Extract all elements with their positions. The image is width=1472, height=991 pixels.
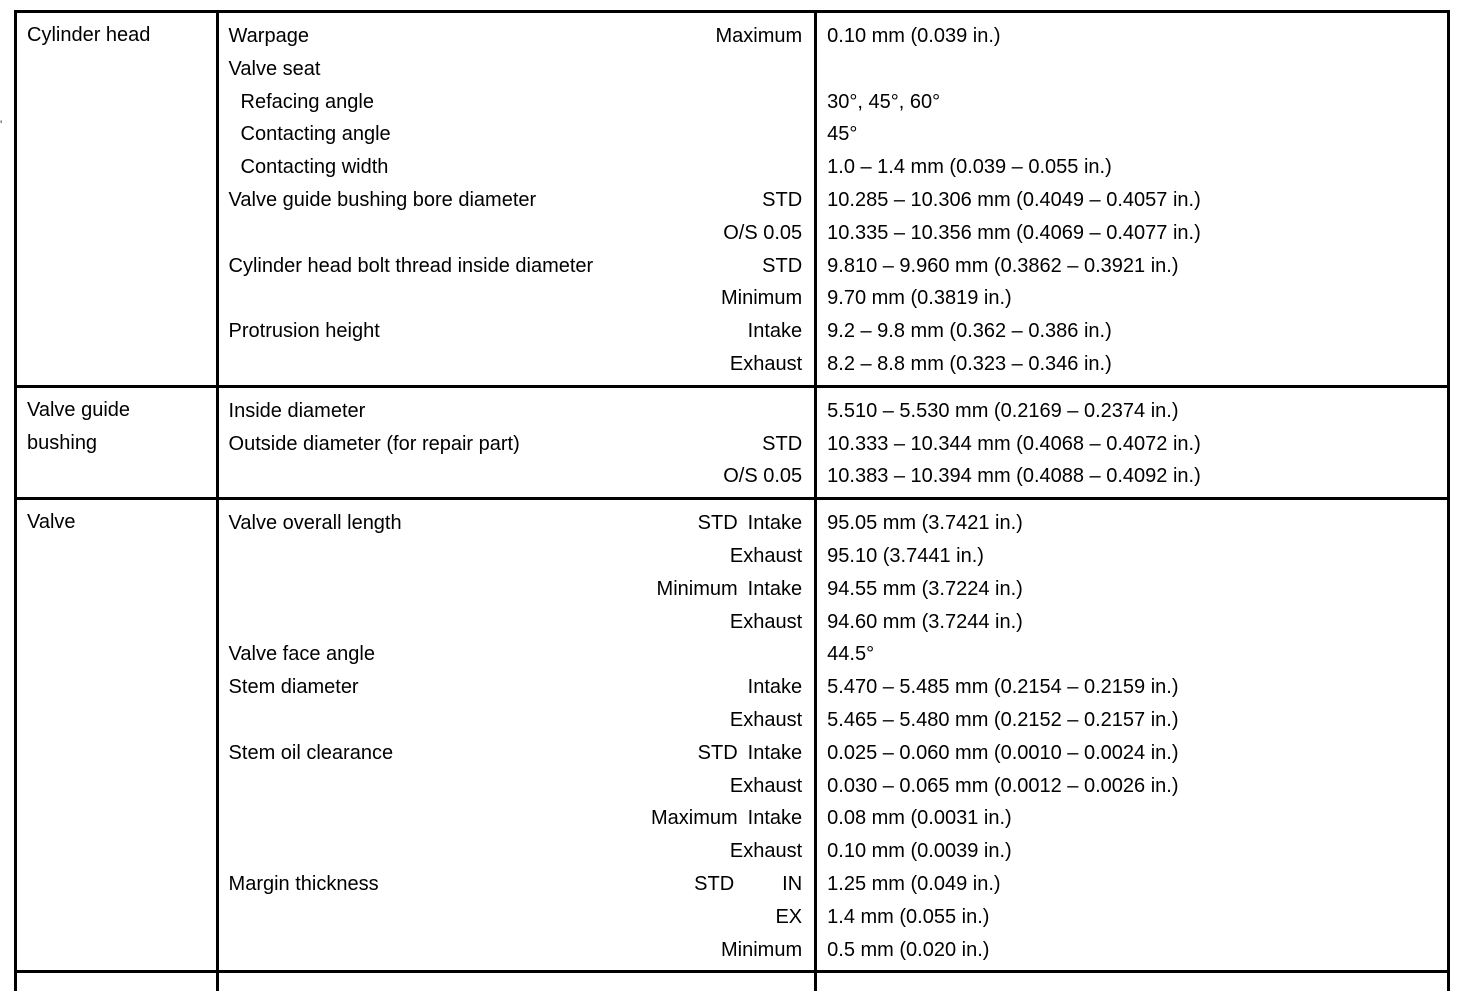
spec-condition: Minimum <box>657 573 738 606</box>
value-cell <box>816 12 1449 387</box>
spec-value: 0.030 – 0.065 mm (0.0012 – 0.0026 in.) <box>817 770 1447 803</box>
spec-value: 5.470 – 5.485 mm (0.2154 – 0.2159 in.) <box>817 671 1447 704</box>
part-cell <box>16 386 218 498</box>
spec-value: 94.55 mm (3.7224 in.) <box>817 573 1447 606</box>
spec-line <box>219 282 815 315</box>
spec-value: 5.465 – 5.480 mm (0.2152 – 0.2157 in.) <box>817 704 1447 737</box>
spec-condition: Maximum <box>715 20 802 53</box>
spec-item-label <box>229 282 721 315</box>
spec-value: 10.333 – 10.344 mm (0.4068 – 0.4072 in.) <box>817 428 1447 461</box>
spec-line <box>219 250 815 283</box>
spec-item-label: Protrusion height <box>229 315 748 348</box>
spec-value: 1.25 mm (0.049 in.) <box>817 868 1447 901</box>
spec-condition: Minimum <box>721 282 802 315</box>
spec-condition: O/S 0.05 <box>723 217 802 250</box>
spec-value: 1.4 mm (0.055 in.) <box>817 901 1447 934</box>
spec-value: 0.08 mm (0.0031 in.) <box>817 802 1447 835</box>
next-section-row <box>16 972 1449 991</box>
spec-value: 95.10 (3.7441 in.) <box>817 540 1447 573</box>
spec-sub-condition: Intake <box>748 802 802 835</box>
spec-item-label <box>229 348 730 381</box>
spec-item-label <box>229 606 720 639</box>
spec-item-label <box>229 770 720 803</box>
margin-mark: ' <box>0 118 2 132</box>
spec-value <box>817 53 1447 86</box>
section-row <box>16 499 1449 972</box>
spec-line <box>219 737 815 770</box>
part-name <box>17 500 216 539</box>
spec-condition: Intake <box>748 315 802 348</box>
spec-line <box>219 638 815 671</box>
spec-value: 10.285 – 10.306 mm (0.4049 – 0.4057 in.) <box>817 184 1447 217</box>
spec-value: 1.0 – 1.4 mm (0.039 – 0.055 in.) <box>817 151 1447 184</box>
spec-condition: STD <box>698 507 738 540</box>
spec-line <box>219 151 815 184</box>
empty-cell <box>16 972 218 991</box>
spec-item-label <box>229 540 720 573</box>
spec-value: 0.10 mm (0.039 in.) <box>817 20 1447 53</box>
spec-sub-condition: Intake <box>748 507 802 540</box>
spec-line <box>219 20 815 53</box>
spec-line <box>219 802 815 835</box>
spec-item-label <box>229 573 657 606</box>
spec-value: 44.5° <box>817 638 1447 671</box>
spec-item-label: Valve face angle <box>229 638 803 671</box>
spec-value: 30°, 45°, 60° <box>817 86 1447 119</box>
spec-line <box>219 315 815 348</box>
spec-item-label <box>229 802 651 835</box>
spec-condition: STD <box>694 868 734 901</box>
spec-sub-condition: Exhaust <box>730 835 802 868</box>
spec-item-label: Inside diameter <box>229 395 803 428</box>
spec-value: 45° <box>817 118 1447 151</box>
spec-line <box>219 184 815 217</box>
spec-item-label: Warpage <box>229 20 716 53</box>
empty-cell <box>816 972 1449 991</box>
part-cell <box>16 499 218 972</box>
spec-value: 8.2 – 8.8 mm (0.323 – 0.346 in.) <box>817 348 1447 381</box>
part-name-line: Valve guide <box>27 394 216 427</box>
spec-item-label <box>229 934 711 967</box>
part-name-line: Valve <box>27 506 216 539</box>
spec-value: 9.810 – 9.960 mm (0.3862 – 0.3921 in.) <box>817 250 1447 283</box>
spec-line <box>219 460 815 493</box>
spec-value: 9.2 – 9.8 mm (0.362 – 0.386 in.) <box>817 315 1447 348</box>
spec-condition: Maximum <box>651 802 738 835</box>
spec-sub-condition: Intake <box>748 737 802 770</box>
part-name <box>17 13 216 52</box>
spec-line <box>219 53 815 86</box>
value-cell <box>816 499 1449 972</box>
spec-condition: STD <box>762 428 802 461</box>
value-cell <box>816 386 1449 498</box>
item-cell <box>217 12 816 387</box>
spec-item-label <box>229 460 724 493</box>
spec-line <box>219 395 815 428</box>
spec-line <box>219 704 815 737</box>
spec-sub-condition: Exhaust <box>730 770 802 803</box>
spec-line <box>219 835 815 868</box>
spec-line <box>219 507 815 540</box>
spec-sub-condition: Intake <box>748 573 802 606</box>
spec-value: 0.025 – 0.060 mm (0.0010 – 0.0024 in.) <box>817 737 1447 770</box>
spec-sub-condition: Exhaust <box>730 540 802 573</box>
spec-condition: STD <box>762 184 802 217</box>
spec-line <box>219 118 815 151</box>
specification-table-body <box>16 12 1449 991</box>
spec-value: 10.335 – 10.356 mm (0.4069 – 0.4077 in.) <box>817 217 1447 250</box>
spec-sub-condition: Exhaust <box>730 704 802 737</box>
spec-condition: Exhaust <box>730 348 802 381</box>
spec-item-label: Margin thickness <box>229 868 695 901</box>
section-row <box>16 12 1449 387</box>
spec-condition: STD <box>698 737 738 770</box>
spec-line <box>219 606 815 639</box>
spec-item-label <box>229 901 766 934</box>
spec-item-label: Stem diameter <box>229 671 738 704</box>
spec-value: 5.510 – 5.530 mm (0.2169 – 0.2374 in.) <box>817 395 1447 428</box>
spec-item-label: Outside diameter (for repair part) <box>229 428 763 461</box>
specification-table <box>14 10 1450 991</box>
spec-item-label: Valve overall length <box>229 507 698 540</box>
spec-line <box>219 573 815 606</box>
spec-item-label <box>229 835 720 868</box>
spec-value: 0.5 mm (0.020 in.) <box>817 934 1447 967</box>
spec-sub-condition: Intake <box>748 671 802 704</box>
spec-condition: O/S 0.05 <box>723 460 802 493</box>
section-row <box>16 386 1449 498</box>
spec-item-label: Contacting angle <box>229 118 803 151</box>
spec-sub-condition: Minimum <box>721 934 802 967</box>
spec-condition: STD <box>762 250 802 283</box>
spec-item-label <box>229 704 720 737</box>
spec-item-label: Valve guide bushing bore diameter <box>229 184 763 217</box>
spec-line <box>219 934 815 967</box>
spec-sub-condition: EX <box>775 901 802 934</box>
part-name-line: bushing <box>27 427 216 460</box>
spec-line <box>219 217 815 250</box>
spec-line <box>219 671 815 704</box>
spec-line <box>219 86 815 119</box>
spec-item-label <box>229 217 724 250</box>
spec-item-label: Cylinder head bolt thread inside diameter <box>229 250 763 283</box>
spec-sub-condition: Exhaust <box>730 606 802 639</box>
spec-item-label: Valve seat <box>229 53 803 86</box>
part-name-line: Cylinder head <box>27 19 216 52</box>
spec-value: 0.10 mm (0.0039 in.) <box>817 835 1447 868</box>
empty-cell <box>217 972 816 991</box>
item-cell <box>217 499 816 972</box>
spec-item-label: Refacing angle <box>229 86 803 119</box>
part-cell <box>16 12 218 387</box>
spec-value: 9.70 mm (0.3819 in.) <box>817 282 1447 315</box>
spec-line <box>219 348 815 381</box>
spec-line <box>219 770 815 803</box>
spec-line <box>219 868 815 901</box>
spec-value: 95.05 mm (3.7421 in.) <box>817 507 1447 540</box>
spec-sub-condition: IN <box>782 868 802 901</box>
spec-line <box>219 428 815 461</box>
spec-line <box>219 540 815 573</box>
spec-value: 10.383 – 10.394 mm (0.4088 – 0.4092 in.) <box>817 460 1447 493</box>
spec-value: 94.60 mm (3.7244 in.) <box>817 606 1447 639</box>
spec-item-label: Contacting width <box>229 151 803 184</box>
spec-item-label: Stem oil clearance <box>229 737 698 770</box>
part-name <box>17 388 216 460</box>
spec-line <box>219 901 815 934</box>
item-cell <box>217 386 816 498</box>
